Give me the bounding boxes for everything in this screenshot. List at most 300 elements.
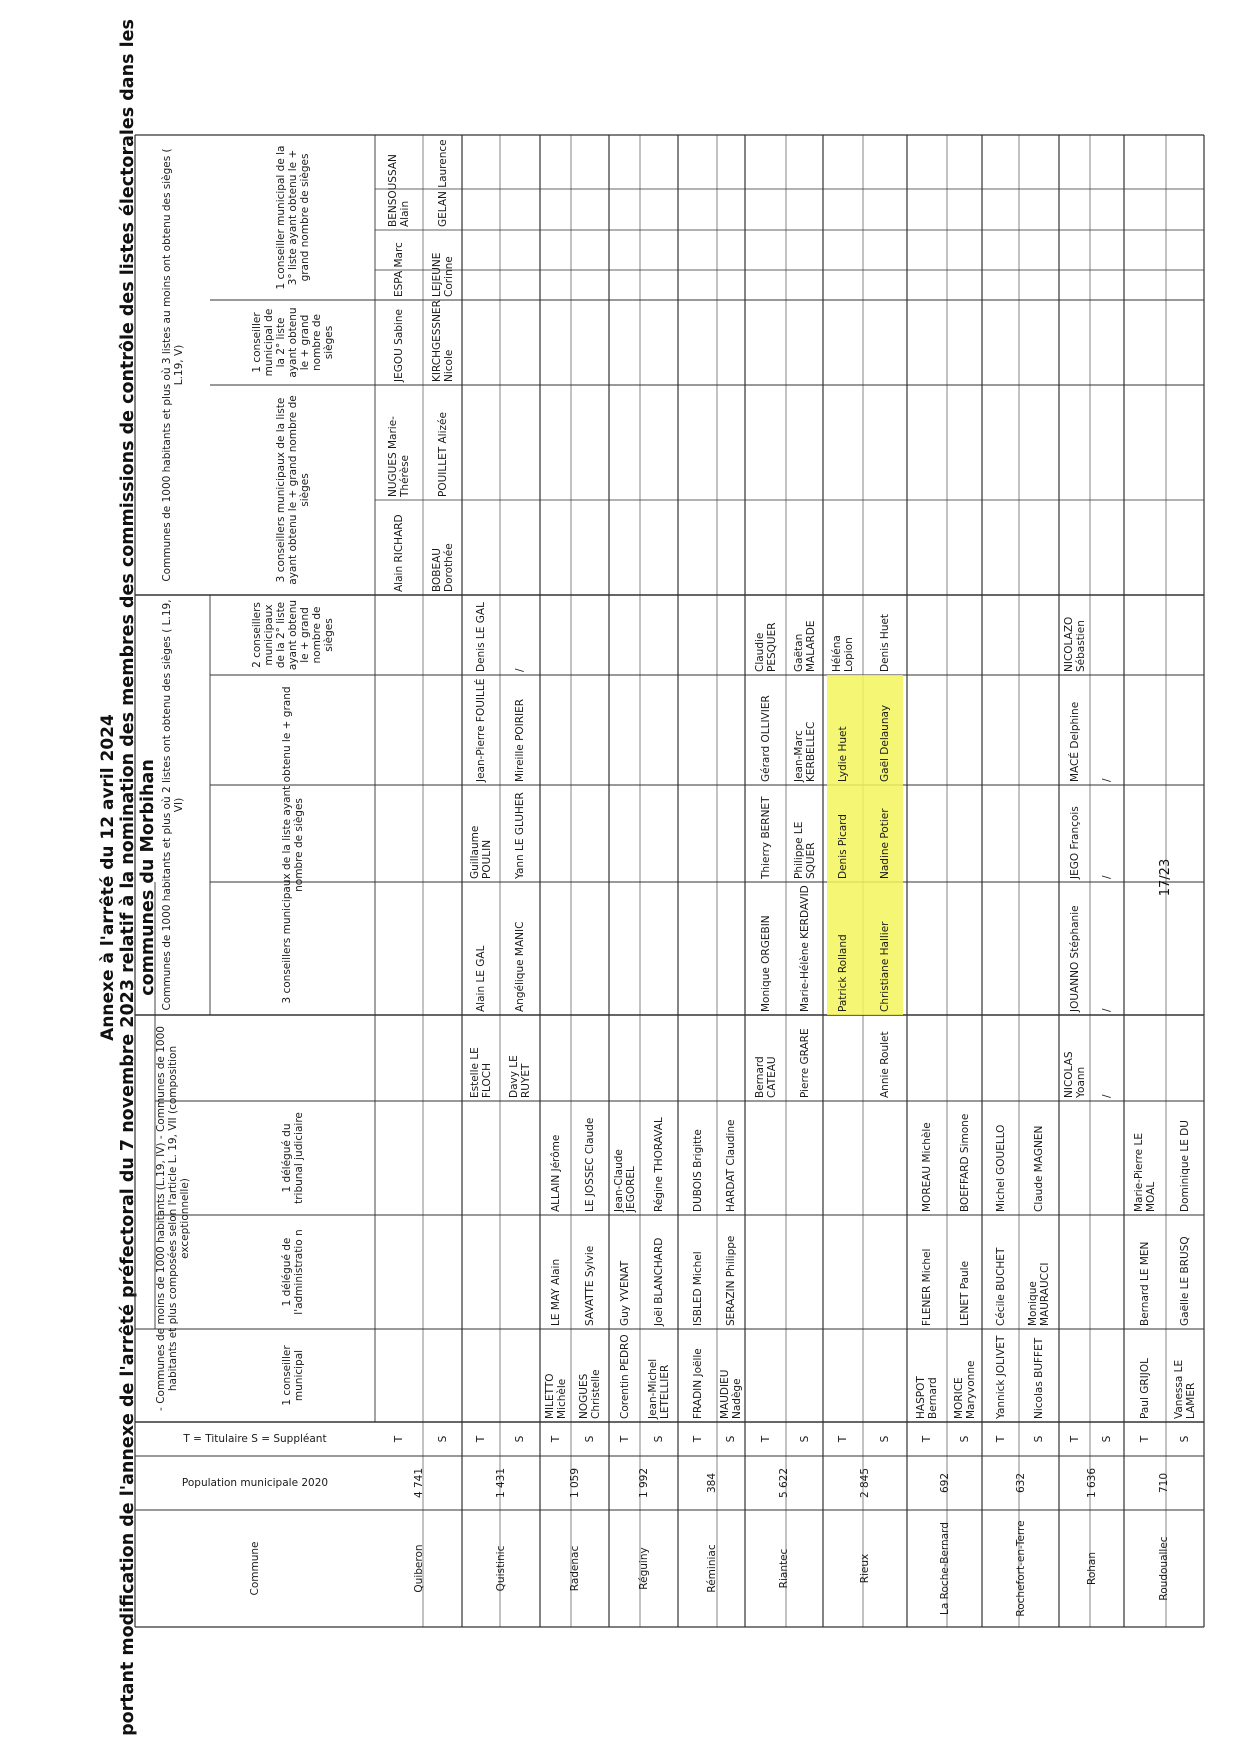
table-cell-f	[947, 135, 982, 230]
table-cell-a1: Annie Roulet	[879, 1031, 891, 1098]
table-cell-b2	[609, 595, 640, 675]
table-cell-e	[823, 230, 863, 300]
table-cell-a2: Marie-Hélène KERDAVID	[798, 885, 811, 1012]
header-population: Population municipale 2020	[181, 1477, 329, 1489]
table-cell-b2	[907, 595, 947, 675]
table-cell-d1	[640, 500, 678, 595]
table-cell-ts: T	[618, 1435, 631, 1443]
table-cell-e	[745, 230, 786, 300]
table-cell-c1: FRADIN Joëlle	[691, 1348, 704, 1419]
table-cell-c2	[375, 1215, 423, 1329]
table-cell-ts: S	[958, 1435, 971, 1443]
table-cell-d1	[823, 500, 863, 595]
table-cell-d1: BOBEAU Dorothée	[430, 543, 455, 592]
table-cell-a3	[571, 785, 609, 882]
table-cell-c3: Dominique LE DU	[1179, 1120, 1191, 1212]
table-cell-d3	[745, 300, 786, 385]
table-cell-c1	[745, 1329, 786, 1422]
table-cell-a2: Monique ORGEBIN	[759, 915, 772, 1012]
table-cell-b2	[982, 595, 1019, 675]
table-cell-e	[786, 230, 823, 300]
table-cell-pop: 1 636	[1085, 1467, 1098, 1499]
table-cell-a2: /	[1101, 1008, 1113, 1012]
table-cell-b2	[717, 595, 745, 675]
table-cell-a2	[375, 882, 423, 1015]
table-cell-a3: Thierry BERNET	[759, 796, 772, 879]
table-cell-ts: S	[653, 1435, 665, 1443]
table-cell-commune: Réminiac	[705, 1544, 718, 1593]
table-cell-commune: Rochefort-en-Terre	[1014, 1520, 1027, 1617]
table-cell-ts: S	[1033, 1435, 1045, 1443]
table-cell-a3	[982, 785, 1019, 882]
table-cell-a3	[1019, 785, 1059, 882]
table-cell-b1: Mireille POIRIER	[514, 698, 526, 782]
table-cell-b1	[907, 675, 947, 785]
table-cell-d2	[717, 385, 745, 500]
table-cell-a1	[823, 1015, 863, 1101]
table-cell-c3	[863, 1101, 907, 1215]
table-cell-ts: T	[549, 1435, 562, 1443]
table-cell-a3	[609, 785, 640, 882]
table-cell-d2	[786, 385, 823, 500]
table-cell-d3	[1059, 300, 1090, 385]
table-cell-d2	[1059, 385, 1090, 500]
table-cell-c3	[1090, 1101, 1124, 1215]
table-cell-b2	[678, 595, 717, 675]
table-cell-e: LEJEUNE Corinne	[430, 252, 455, 297]
table-cell-c3	[823, 1101, 863, 1215]
table-cell-c2	[823, 1215, 863, 1329]
table-cell-d3	[571, 300, 609, 385]
table-cell-b1	[640, 675, 678, 785]
table-cell-f	[500, 135, 540, 230]
table-cell-a2	[907, 882, 947, 1015]
table-cell-c3	[786, 1101, 823, 1215]
table-cell-c2: SAVATTE Sylvie	[584, 1245, 596, 1326]
table-cell-a3: Guillaume POULIN	[469, 825, 493, 879]
table-cell-b1	[717, 675, 745, 785]
table-cell-a1	[947, 1015, 982, 1101]
table-cell-d3	[717, 300, 745, 385]
table-cell-b1	[678, 675, 717, 785]
table-cell-b1: Gaël Delaunay	[879, 704, 891, 782]
table-cell-c2: Cécile BUCHET	[994, 1247, 1007, 1326]
table-cell-c3	[745, 1101, 786, 1215]
table-cell-e	[500, 230, 540, 300]
table-cell-a2	[540, 882, 571, 1015]
table-cell-b2	[640, 595, 678, 675]
table-cell-a2: Christiane Hallier	[879, 921, 891, 1012]
table-cell-c2: Guy YVENAT	[618, 1260, 631, 1326]
table-cell-f	[1059, 135, 1090, 230]
table-cell-d2	[500, 385, 540, 500]
table-cell-a3: JEGO François	[1068, 806, 1081, 879]
table-cell-d3	[500, 300, 540, 385]
table-cell-d3	[609, 300, 640, 385]
table-cell-c2: Monique MAURAUCCI	[1027, 1262, 1051, 1326]
header-small-communes: - Communes de moins de 1000 habitants (L.19, IV) - Communes de 1000 habitants et plus composées selon l'article L. 19, VII (composition exceptionnelle)	[154, 1026, 191, 1411]
table-cell-d2	[863, 385, 907, 500]
table-cell-d2	[947, 385, 982, 500]
table-cell-c3: Marie-Pierre LE MOAL	[1133, 1133, 1157, 1212]
table-cell-c2: SERAZIN Philippe	[725, 1235, 737, 1326]
table-cell-a1: Bernard CATEAU	[753, 1056, 778, 1098]
table-cell-b1	[375, 675, 423, 785]
table-cell-c3: HARDAT Claudine	[725, 1119, 737, 1212]
table-cell-commune: Rieux	[859, 1553, 871, 1584]
table-cell-b2	[571, 595, 609, 675]
table-cell-d2	[540, 385, 571, 500]
table-cell-a1	[982, 1015, 1019, 1101]
header-three-c3: 1 conseiller municipal de la 3° liste ayant obtenu le + grand nombre de sièges	[274, 145, 311, 290]
table-cell-a1	[1019, 1015, 1059, 1101]
table-cell-c1: Corentin PEDRO	[618, 1334, 631, 1419]
table-cell-b2: Gaëtan MALARDE	[792, 620, 817, 672]
table-cell-c3	[1059, 1101, 1090, 1215]
table-cell-c2	[500, 1215, 540, 1329]
table-cell-c3: Jean-Claude JEGOREL	[612, 1149, 637, 1212]
table-cell-d1	[907, 500, 947, 595]
table-cell-a3	[640, 785, 678, 882]
table-cell-e	[863, 230, 907, 300]
table-cell-pop: 4 741	[412, 1467, 425, 1499]
table-cell-c1	[1059, 1329, 1090, 1422]
table-cell-a3	[717, 785, 745, 882]
table-cell-a1	[907, 1015, 947, 1101]
table-cell-c2: Gaëlle LE BRUSQ	[1179, 1236, 1191, 1326]
table-cell-ts: T	[921, 1435, 933, 1443]
table-cell-ts: S	[584, 1435, 596, 1443]
table-cell-b2: Denis Huet	[879, 613, 891, 672]
table-cell-c2	[863, 1215, 907, 1329]
table-cell-c1	[423, 1329, 462, 1422]
table-cell-f	[640, 135, 678, 230]
table-cell-c3: Régine THORAVAL	[653, 1117, 665, 1212]
table-cell-a3	[375, 785, 423, 882]
table-cell-d2	[982, 385, 1019, 500]
table-cell-d1	[462, 500, 500, 595]
table-cell-d2: NUGUES Marie-Thérèse	[387, 416, 411, 497]
table-cell-e	[640, 230, 678, 300]
table-cell-d3	[1019, 300, 1059, 385]
table-cell-f	[907, 135, 947, 230]
table-cell-c1: MORICE Maryvonne	[952, 1360, 977, 1419]
table-cell-ts: T	[691, 1435, 704, 1443]
table-cell-d2	[462, 385, 500, 500]
table-cell-a2	[640, 882, 678, 1015]
table-cell-c1: Jean-Michel LETELLIER	[647, 1358, 671, 1419]
table-cell-a2	[678, 882, 717, 1015]
table-cell-c2	[462, 1215, 500, 1329]
table-cell-f	[863, 135, 907, 230]
table-cell-a3	[947, 785, 982, 882]
table-cell-d3	[540, 300, 571, 385]
table-cell-d3	[462, 300, 500, 385]
table-cell-a1: Davy LE RUYET	[508, 1055, 532, 1098]
table-cell-b1: Gérard OLLIVIER	[759, 695, 772, 782]
table-cell-f	[571, 135, 609, 230]
table-cell-d1	[500, 500, 540, 595]
table-cell-a3: Philippe LE SQUER	[792, 821, 817, 879]
table-cell-c2	[745, 1215, 786, 1329]
table-cell-ts: T	[1139, 1435, 1151, 1443]
table-cell-c2	[423, 1215, 462, 1329]
table-cell-b1: MACÉ Delphine	[1068, 701, 1081, 782]
table-cell-c3: DUBOIS Brigitte	[691, 1129, 704, 1212]
table-cell-ts: T	[994, 1435, 1007, 1443]
table-cell-d3	[947, 300, 982, 385]
table-cell-b1: Jean-Pierre FOUILLÉ	[475, 678, 487, 782]
table-cell-d1	[717, 500, 745, 595]
header-three-c2: 1 conseiller municipal de la 2° liste ayant obtenu le + grand nombre de sièges	[250, 307, 335, 378]
table-cell-e	[982, 230, 1019, 300]
table-cell-d1	[982, 500, 1019, 595]
table-cell-f	[717, 135, 745, 230]
table-cell-c3: Michel GOUELLO	[994, 1124, 1007, 1212]
table-cell-a2: Patrick Rolland	[837, 934, 849, 1012]
table-cell-c3: ALLAIN Jérôme	[549, 1134, 562, 1212]
table-cell-pop: 710	[1158, 1472, 1170, 1494]
table-cell-ts: S	[725, 1435, 737, 1443]
header-three-lists: Communes de 1000 habitants et plus où 3 listes au moins ont obtenu des sièges ( L.19, V)	[160, 148, 185, 582]
table-cell-a3	[907, 785, 947, 882]
table-cell-d3: KIRCHGESSNER Nicole	[430, 300, 455, 382]
table-cell-a1	[375, 1015, 423, 1101]
header-two-lists: Communes de 1000 habitants et plus où 2 listes ont obtenu des sièges ( L.19, VI)	[160, 599, 185, 1011]
table-cell-ts: S	[1179, 1435, 1191, 1443]
table-cell-c1	[863, 1329, 907, 1422]
table-cell-commune: Rohan	[1085, 1552, 1098, 1585]
table-cell-b2	[947, 595, 982, 675]
table-cell-c2: LE MAY Alain	[549, 1258, 562, 1326]
table-cell-commune: La Roche-Bernard	[938, 1522, 951, 1615]
table-cell-d2	[571, 385, 609, 500]
table-cell-b1: Lydie Huet	[837, 726, 849, 782]
table-cell-commune: Roudouallec	[1158, 1536, 1170, 1601]
table-cell-pop: 1 431	[495, 1467, 507, 1499]
table-cell-a1: Pierre GRARE	[798, 1028, 811, 1098]
table-cell-a1	[678, 1015, 717, 1101]
table-cell-a2	[1019, 882, 1059, 1015]
table-cell-b1	[540, 675, 571, 785]
table-cell-b1: Jean-Marc KERBELLEC	[792, 721, 817, 782]
table-cell-c1: Nicolas BUFFET	[1033, 1337, 1045, 1419]
table-cell-a1: /	[1101, 1094, 1113, 1098]
table-cell-c2	[786, 1215, 823, 1329]
table-cell-pop: 1 059	[568, 1467, 581, 1499]
table-cell-d3	[678, 300, 717, 385]
table-cell-c1: NOGUES Christelle	[578, 1369, 602, 1419]
table-cell-f	[462, 135, 500, 230]
table-cell-a1	[423, 1015, 462, 1101]
annex-title: Annexe à l'arrêté du 12 avril 2024	[98, 714, 118, 1041]
table-cell-e	[609, 230, 640, 300]
table-cell-c3	[423, 1101, 462, 1215]
table-cell-a2	[982, 882, 1019, 1015]
table-cell-d3	[863, 300, 907, 385]
table-cell-d2	[1019, 385, 1059, 500]
table-cell-b1: /	[1101, 778, 1113, 782]
table-cell-d2: POUILLET Alizée	[436, 412, 449, 497]
table-cell-pop: 632	[1014, 1472, 1027, 1494]
table-cell-b1	[947, 675, 982, 785]
table-cell-a2: Angélique MANIC	[514, 921, 526, 1012]
table-cell-e	[1090, 230, 1124, 300]
table-cell-d3	[1090, 300, 1124, 385]
table-cell-c2: Joël BLANCHARD	[653, 1237, 665, 1326]
table-cell-c1: MILETTO Michèle	[543, 1373, 568, 1419]
table-cell-a2	[609, 882, 640, 1015]
table-cell-c1	[786, 1329, 823, 1422]
table-cell-f	[609, 135, 640, 230]
table-cell-f	[786, 135, 823, 230]
table-cell-d2	[907, 385, 947, 500]
table-cell-c1: Vanessa LE LAMER	[1173, 1359, 1197, 1419]
table-cell-e	[1059, 230, 1090, 300]
table-cell-c2: LENET Paule	[958, 1260, 971, 1326]
table-cell-e: ESPA Marc	[393, 242, 405, 297]
table-cell-d3	[907, 300, 947, 385]
table-cell-a1: NICOLAS Yoann	[1062, 1051, 1087, 1098]
table-cell-pop: 384	[705, 1472, 718, 1494]
table-cell-c3: Claude MAGNEN	[1033, 1125, 1045, 1212]
table-cell-e	[571, 230, 609, 300]
table-cell-e	[678, 230, 717, 300]
table-cell-b2	[423, 595, 462, 675]
table-cell-commune: Réguiny	[637, 1547, 650, 1590]
table-cell-pop: 2 845	[859, 1467, 871, 1499]
table-cell-b1	[1019, 675, 1059, 785]
table-cell-pop: 692	[938, 1472, 951, 1494]
table-cell-b2: /	[514, 668, 526, 672]
table-cell-d1	[678, 500, 717, 595]
table-cell-c1: HASPOT Bernard	[915, 1376, 939, 1419]
table-cell-c2	[1090, 1215, 1124, 1329]
table-cell-ts: T	[393, 1435, 405, 1443]
table-cell-f	[823, 135, 863, 230]
table-cell-b2	[375, 595, 423, 675]
table-cell-c3: BOEFFARD Simone	[958, 1113, 971, 1212]
table-cell-d1	[947, 500, 982, 595]
table-cell-d3	[982, 300, 1019, 385]
table-cell-d1	[745, 500, 786, 595]
table-cell-d2	[823, 385, 863, 500]
table-cell-e	[540, 230, 571, 300]
table-cell-c3	[462, 1101, 500, 1215]
table-cell-f	[745, 135, 786, 230]
table-cell-c1	[500, 1329, 540, 1422]
table-cell-e	[947, 230, 982, 300]
table-cell-d3: JEGOU Sabine	[393, 309, 405, 382]
table-cell-e	[907, 230, 947, 300]
table-cell-d1	[863, 500, 907, 595]
table-cell-c3	[375, 1101, 423, 1215]
table-cell-c2	[1059, 1215, 1090, 1329]
table-cell-a2	[717, 882, 745, 1015]
table-cell-a3	[423, 785, 462, 882]
table-cell-d3	[786, 300, 823, 385]
table-cell-f: BENSOUSSAN Alain	[387, 154, 411, 227]
table-cell-e	[717, 230, 745, 300]
table-cell-commune: Riantec	[778, 1548, 790, 1589]
table-cell-d2	[745, 385, 786, 500]
table-cell-b2: Claudie PESQUER	[753, 622, 778, 672]
table-cell-b2: NICOLAZO Sébastien	[1062, 616, 1087, 672]
annex-subtitle: portant modification de l'annexe de l'arrêté préfectoral du 7 novembre 2023 relatif à la nomination des membres des commissions de contrôle des listes électorales dans les communes du Morbihan	[118, 19, 158, 1736]
table-cell-c3: LE JOSSEC Claude	[584, 1117, 596, 1212]
table-cell-a3: Nadine Potier	[879, 808, 891, 879]
table-cell-b2: Héléna Lopion	[831, 635, 855, 672]
table-cell-pop: 1 992	[637, 1467, 650, 1499]
table-cell-c1	[823, 1329, 863, 1422]
table-cell-a3	[540, 785, 571, 882]
page-number: 17/23	[1158, 858, 1173, 897]
table-cell-e	[1019, 230, 1059, 300]
table-cell-ts: T	[1068, 1435, 1081, 1443]
table-cell-a2: JOUANNO Stéphanie	[1068, 905, 1081, 1012]
table-cell-pop: 5 622	[778, 1467, 790, 1499]
table-cell-d1	[571, 500, 609, 595]
table-cell-ts: S	[879, 1435, 891, 1443]
table-cell-a2	[571, 882, 609, 1015]
header-three-c1: 3 conseillers municipaux de la liste ayant obtenu le + grand nombre de sièges	[274, 395, 311, 585]
table-cell-a1	[571, 1015, 609, 1101]
table-cell-f	[678, 135, 717, 230]
table-cell-a1	[640, 1015, 678, 1101]
table-cell-d3	[823, 300, 863, 385]
header-small-c1: 1 conseiller municipal	[280, 1345, 305, 1406]
table-cell-d1	[786, 500, 823, 595]
header-two-c1: 3 conseillers municipaux de la liste ayant obtenu le + grand nombre de sièges	[280, 686, 305, 1004]
table-cell-commune: Quistinic	[495, 1545, 507, 1592]
table-cell-c1	[1090, 1329, 1124, 1422]
table-cell-c3	[500, 1101, 540, 1215]
table-cell-f	[1090, 135, 1124, 230]
table-cell-a2	[423, 882, 462, 1015]
table-cell-a3	[678, 785, 717, 882]
table-cell-f	[982, 135, 1019, 230]
table-cell-d1	[1059, 500, 1090, 595]
table-cell-ts: S	[436, 1435, 449, 1443]
table-cell-c2: ISBLED Michel	[691, 1251, 704, 1326]
table-cell-a1	[717, 1015, 745, 1101]
table-cell-f: GELAN Laurence	[436, 139, 449, 227]
table-cell-a1: Estelle LE FLOCH	[469, 1047, 493, 1098]
table-cell-e	[462, 230, 500, 300]
table-cell-d1	[540, 500, 571, 595]
table-cell-a2: Alain LE GAL	[475, 945, 487, 1012]
table-cell-b2	[540, 595, 571, 675]
table-cell-a1	[540, 1015, 571, 1101]
table-cell-c2: Bernard LE MEN	[1139, 1241, 1151, 1326]
table-cell-ts: S	[1101, 1435, 1113, 1443]
table-cell-d2	[1090, 385, 1124, 500]
table-cell-a3: Yann LE GLUHER	[514, 792, 526, 879]
table-cell-commune: Quiberon	[412, 1544, 425, 1593]
table-cell-d1	[1019, 500, 1059, 595]
table-cell-d1: Alain RICHARD	[393, 514, 405, 592]
table-cell-ts: T	[759, 1435, 772, 1443]
table-cell-d1	[609, 500, 640, 595]
table-cell-d2	[678, 385, 717, 500]
header-small-c3: 1 délégué du tribunal judiciaire	[280, 1112, 305, 1204]
table-cell-b1	[423, 675, 462, 785]
table-cell-c1	[375, 1329, 423, 1422]
table-cell-ts: T	[837, 1435, 849, 1443]
table-cell-c1: Yannick JOLIVET	[994, 1335, 1007, 1419]
table-cell-ts: T	[475, 1435, 487, 1443]
table-cell-a2	[947, 882, 982, 1015]
